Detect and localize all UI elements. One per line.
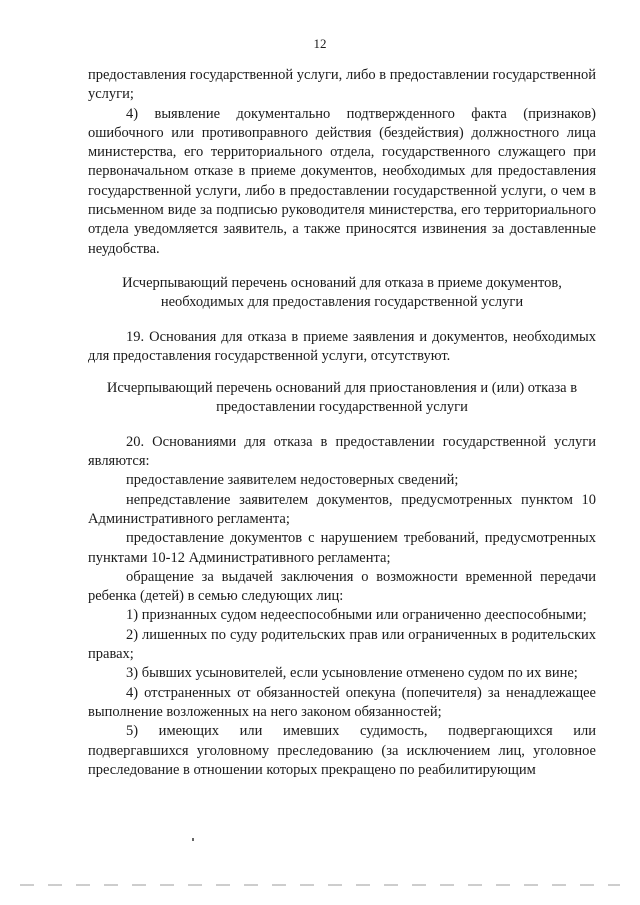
paragraph-item-4: 4) выявление документально подтвержденного факта (признаков) ошибочного или противоправного действия (бездействия) должностного лица министерства, его территориального отдела, государственного служащего при первоначальном отказе в приеме документов, необходимых для предоставления государственной услуги, либо в предоставлении государственной услуги, о чем в письменном виде за подписью руководителя министерства, его территориального отдела уведомляется заявитель, а также приносятся извинения за доставленные неудобства. [88,105,596,257]
list-item: 2) лишенных по суду родительских прав или ограниченных в родительских правах; [88,626,596,663]
list-item: 1) признанных судом недееспособными или ограниченно дееспособными; [126,607,587,624]
list-item: непредставление заявителем документов, предусмотренных пунктом 10 Административного регламента; [88,491,596,527]
scan-mark [192,838,194,841]
list-item: 5) имеющих или имевших судимость, подвергающихся или подвергавшихся уголовному преследованию (за исключением лиц, уголовное преследование в отношении которых прекращено по реабилитирующим [88,723,596,778]
page-number: 12 [313,36,327,51]
list-item: обращение за выдачей заключения о возможности временной передачи ребенка (детей) в семью следующих лиц: [88,568,596,605]
paragraph-continuation: предоставления государственной услуги, либо в предоставлении государственной услуги; [88,67,596,103]
section-heading-refusal-acceptance: Исчерпывающий перечень оснований для отказа в приеме документов, необходимых для предоставления государственной услуги [122,274,562,311]
list-item: предоставление заявителем недостоверных сведений; [126,472,459,489]
list-item: 4) отстраненных от обязанностей опекуна (попечителя) за ненадлежащее выполнение возложенных на него законом обязанностей; [88,684,596,720]
paragraph-19: 19. Основания для отказа в приеме заявления и документов, необходимых для предоставления государственной услуги, отсутствуют. [88,328,596,364]
list-item: 3) бывших усыновителей, если усыновление отменено судом по их вине; [126,665,578,682]
paragraph-20: 20. Основаниями для отказа в предоставлении государственной услуги являются: [88,433,596,470]
list-item: предоставление документов с нарушением требований, предусмотренных пунктами 10-12 Административного регламента; [88,530,596,566]
document-body [88,66,596,780]
scan-artifact-line [20,884,620,886]
section-heading-refusal-provision: Исчерпывающий перечень оснований для приостановления и (или) отказа в предоставлении государственной услуги [106,380,578,416]
